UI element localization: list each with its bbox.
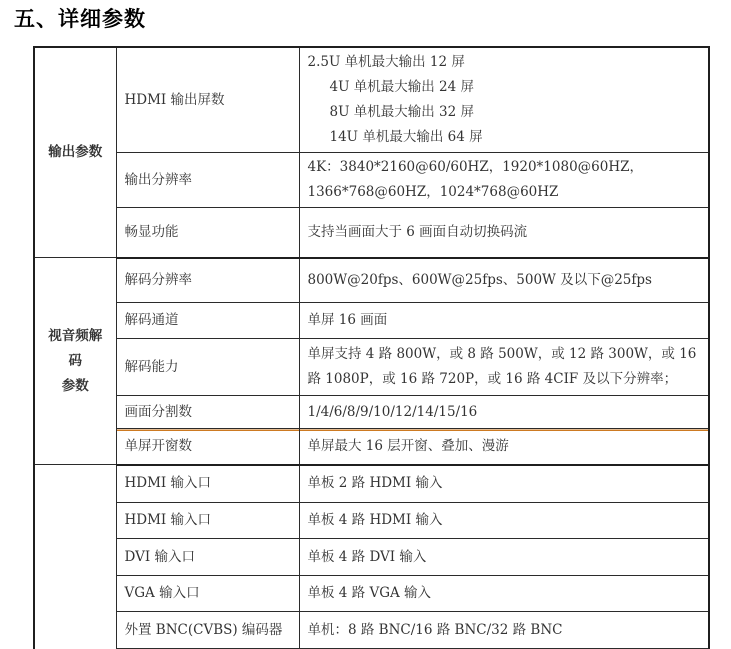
param-value-cell: 单屏支持 4 路 800W，或 8 路 500W，或 12 路 300W，或 16 路 1080P，或 16 路 720P，或 16 路 4CIF 及以下分辨率； — [299, 339, 709, 396]
value-line: 14U 单机最大输出 64 屏 — [329, 129, 483, 145]
param-value-cell: 单板 4 路 VGA 输入 — [299, 576, 709, 612]
table-row — [34, 303, 709, 339]
param-name-cell: 畅显功能 — [116, 208, 299, 258]
param-name-cell: 解码能力 — [116, 339, 299, 396]
table-row — [34, 465, 709, 503]
param-value-cell: 单板 4 路 HDMI 输入 — [299, 503, 709, 539]
table-row — [34, 153, 709, 208]
value-line: 8U 单机最大输出 32 屏 — [329, 104, 475, 120]
param-value-cell: 单机：8 路 BNC/16 路 BNC/32 路 BNC — [299, 612, 709, 649]
table-row — [34, 503, 709, 539]
table-row — [34, 47, 709, 153]
param-name-cell: 解码分辨率 — [116, 258, 299, 303]
param-name-cell: HDMI 输入口 — [116, 465, 299, 503]
param-name-cell: 画面分割数 — [116, 396, 299, 429]
param-value-cell: 单屏 16 画面 — [299, 303, 709, 339]
category-cell-decode — [34, 258, 116, 465]
category-cell-output: 输出参数 — [34, 47, 116, 258]
param-name-cell: HDMI 输出屏数 — [116, 47, 299, 153]
param-value-cell: 单板 4 路 DVI 输入 — [299, 539, 709, 576]
param-name-cell: 解码通道 — [116, 303, 299, 339]
table-row — [34, 612, 709, 649]
parameters-table — [33, 46, 710, 649]
table-row — [34, 208, 709, 258]
category-line: 参数 — [61, 377, 89, 394]
value-line: 4U 单机最大输出 24 屏 — [329, 79, 475, 95]
param-name-cell: 单屏开窗数 — [116, 429, 299, 465]
param-value-cell: 4K：3840*2160@60/60HZ，1920*1080@60HZ，1366*768@60HZ，1024*768@60HZ — [299, 153, 709, 208]
param-value-cell: 800W@20fps、600W@25fps、500W 及以下@25fps — [299, 258, 709, 303]
table-row — [34, 429, 709, 465]
param-value-cell: 支持当画面大于 6 画面自动切换码流 — [299, 208, 709, 258]
table-row — [34, 539, 709, 576]
value-line: 2.5U 单机最大输出 12 屏 — [307, 54, 465, 70]
param-name-cell: HDMI 输入口 — [116, 503, 299, 539]
table-row — [34, 258, 709, 303]
param-value-cell: 1/4/6/8/9/10/12/14/15/16 — [299, 396, 709, 429]
category-line: 视音频解码 — [48, 327, 103, 369]
category-cell-input — [34, 465, 116, 649]
param-value-cell — [299, 47, 709, 153]
param-name-cell: VGA 输入口 — [116, 576, 299, 612]
table-row — [34, 339, 709, 396]
param-name-cell: 输出分辨率 — [116, 153, 299, 208]
page-title: 五、详细参数 — [14, 7, 146, 31]
table-row — [34, 576, 709, 612]
param-value-cell: 单屏最大 16 层开窗、叠加、漫游 — [299, 429, 709, 465]
param-name-cell: DVI 输入口 — [116, 539, 299, 576]
table-row — [34, 396, 709, 429]
param-value-cell: 单板 2 路 HDMI 输入 — [299, 465, 709, 503]
param-name-cell: 外置 BNC(CVBS) 编码器 — [116, 612, 299, 649]
